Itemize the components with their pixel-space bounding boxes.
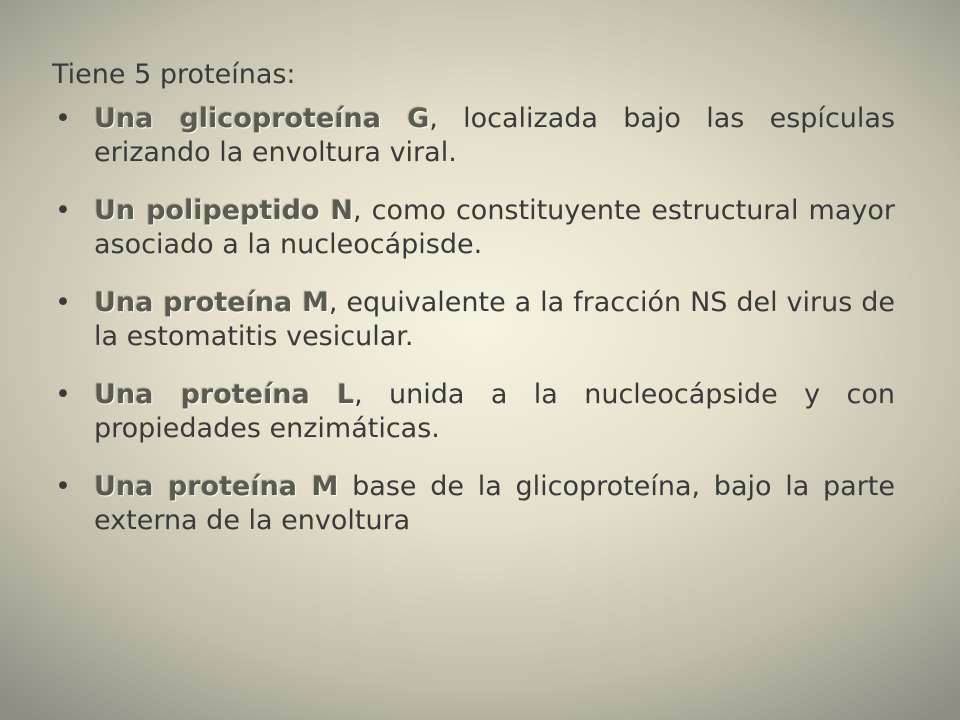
protein-list bbox=[52, 102, 895, 538]
bullet-icon: • bbox=[55, 195, 71, 226]
protein-name: Un polipeptido N bbox=[94, 195, 353, 226]
bullet-icon: • bbox=[55, 471, 71, 502]
protein-description: , equivalente a la fracción NS del virus de la estomatitis vesicular. bbox=[94, 287, 896, 352]
list-item bbox=[52, 378, 895, 446]
list-item bbox=[52, 286, 895, 354]
list-item bbox=[52, 102, 895, 170]
protein-name: Una proteína M bbox=[94, 287, 329, 318]
protein-description: , unida a la nucleocápside y con propiedades enzimáticas. bbox=[94, 379, 895, 444]
protein-description: base de la glicoproteína, bajo la parte externa de la envoltura bbox=[94, 471, 895, 536]
list-item bbox=[52, 194, 895, 262]
protein-name: Una glicoproteína G bbox=[94, 103, 430, 134]
slide-content bbox=[52, 58, 895, 562]
protein-name: Una proteína M bbox=[94, 471, 339, 502]
bullet-icon: • bbox=[55, 287, 71, 318]
bullet-icon: • bbox=[55, 379, 71, 410]
protein-description: , localizada bajo las espículas erizando la envoltura viral. bbox=[94, 103, 896, 168]
protein-name: Una proteína L bbox=[94, 379, 355, 410]
bullet-icon: • bbox=[55, 103, 71, 134]
protein-description: , como constituyente estructural mayor asociado a la nucleocápisde. bbox=[94, 195, 895, 260]
list-item bbox=[52, 470, 895, 538]
intro-text: Tiene 5 proteínas: bbox=[52, 59, 296, 90]
